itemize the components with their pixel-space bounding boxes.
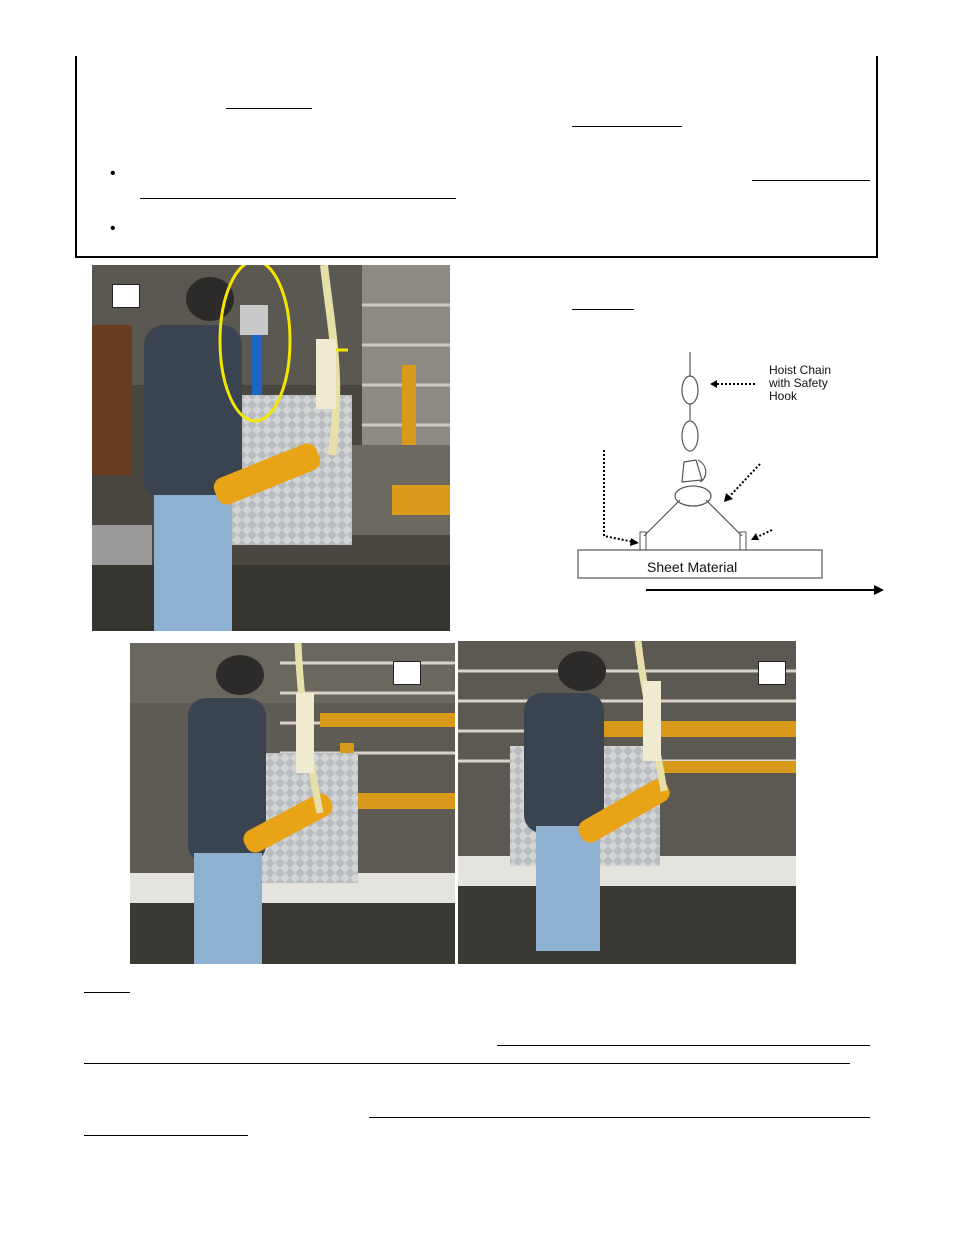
underline-2 xyxy=(572,126,682,127)
underline-4 xyxy=(140,198,456,199)
underline-5 xyxy=(84,992,130,993)
hoist-label-line-1: Hoist Chain xyxy=(769,363,832,377)
bullet-2: • xyxy=(110,220,116,237)
photo-c-marker xyxy=(758,661,786,685)
diagram-title-underline xyxy=(572,309,634,310)
photo-a-marker xyxy=(112,284,140,308)
underline-8 xyxy=(369,1117,870,1118)
underline-9 xyxy=(84,1135,248,1136)
photo-b-marker xyxy=(393,661,421,685)
photo-c-scene xyxy=(458,641,796,964)
underline-7 xyxy=(84,1063,850,1064)
underline-6 xyxy=(497,1045,870,1046)
underline-1 xyxy=(226,108,312,109)
photo-a xyxy=(92,265,450,631)
photo-b xyxy=(130,643,455,964)
photo-c xyxy=(458,641,796,964)
sheet-material-label: Sheet Material xyxy=(647,559,738,575)
bullet-1: • xyxy=(110,165,116,182)
underline-3 xyxy=(752,180,870,181)
hoist-label-line-3: Hook xyxy=(769,389,798,403)
instruction-box xyxy=(75,56,878,258)
photo-a-scene xyxy=(92,265,450,631)
photo-b-scene xyxy=(130,643,455,964)
hoist-label-line-2: with Safety xyxy=(769,376,828,390)
hoist-chain-label xyxy=(769,364,831,403)
